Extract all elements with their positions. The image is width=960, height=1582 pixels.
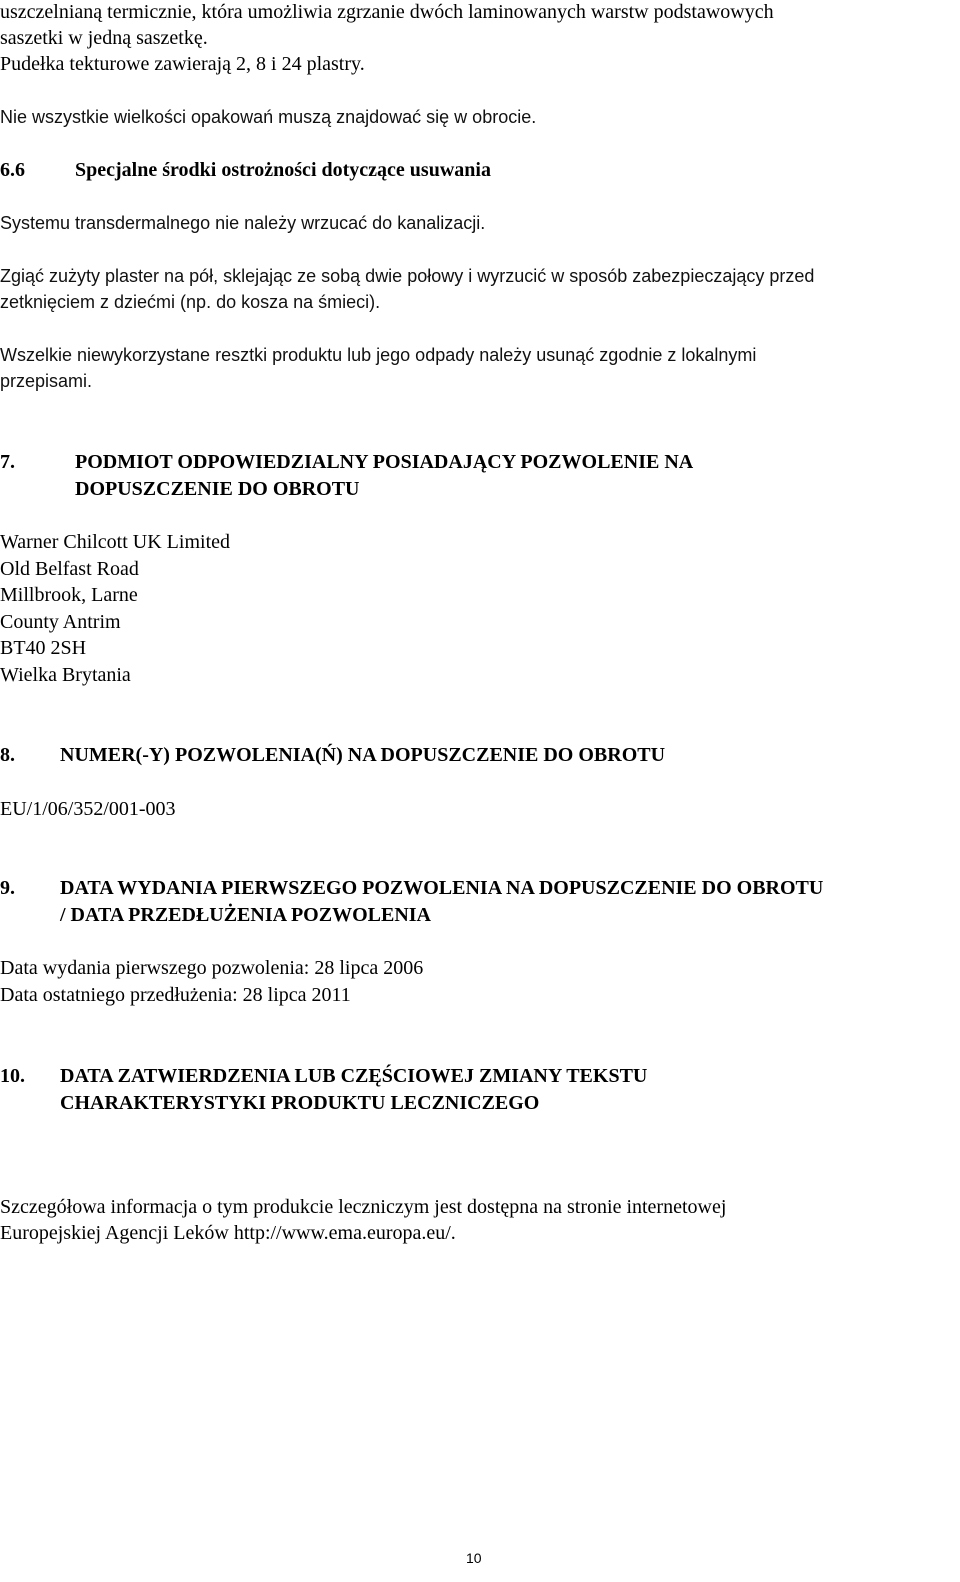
address-line: BT40 2SH: [0, 637, 87, 659]
section-6-6-para-2-line-1: Zgiąć zużyty plaster na pół, sklejając ze sobą dwie połowy i wyrzucić w sposób zabezpieczający przed: [0, 266, 815, 286]
address-line: Wielka Brytania: [0, 664, 131, 686]
last-renewal-date: Data ostatniego przedłużenia: 28 lipca 2011: [0, 984, 351, 1006]
authorisation-number: EU/1/06/352/001-003: [0, 798, 176, 820]
address-line: Old Belfast Road: [0, 558, 139, 580]
section-6-6-para-3-line-1: Wszelkie niewykorzystane resztki produktu lub jego odpady należy usunąć zgodnie z lokalnymi: [0, 345, 757, 365]
section-8-number: 8.: [0, 744, 15, 766]
first-authorisation-date: Data wydania pierwszego pozwolenia: 28 lipca 2006: [0, 957, 424, 979]
ema-info-line-2: Europejskiej Agencji Leków http://www.ema.europa.eu/.: [0, 1222, 456, 1244]
address-line: County Antrim: [0, 611, 121, 633]
intro-line-4: Nie wszystkie wielkości opakowań muszą znajdować się w obrocie.: [0, 107, 537, 127]
section-10-title-line-1: DATA ZATWIERDZENIA LUB CZĘŚCIOWEJ ZMIANY TEKSTU: [60, 1065, 648, 1087]
section-8-title: NUMER(-Y) POZWOLENIA(Ń) NA DOPUSZCZENIE DO OBROTU: [60, 744, 666, 766]
ema-info-line-1: Szczegółowa informacja o tym produkcie leczniczym jest dostępna na stronie internetowej: [0, 1196, 727, 1218]
section-6-6-number: 6.6: [0, 159, 25, 181]
intro-line-2: saszetki w jedną saszetkę.: [0, 27, 208, 49]
section-6-6-para-2-line-2: zetknięciem z dziećmi (np. do kosza na śmieci).: [0, 292, 381, 312]
section-7-number: 7.: [0, 451, 15, 473]
section-6-6-para-3-line-2: przepisami.: [0, 371, 93, 391]
section-9-title-line-1: DATA WYDANIA PIERWSZEGO POZWOLENIA NA DOPUSZCZENIE DO OBROTU: [60, 877, 824, 899]
section-9-title-line-2: / DATA PRZEDŁUŻENIA POZWOLENIA: [60, 904, 431, 926]
address-line: Warner Chilcott UK Limited: [0, 531, 230, 553]
section-6-6-para-1: Systemu transdermalnego nie należy wrzucać do kanalizacji.: [0, 213, 486, 233]
intro-line-1: uszczelnianą termicznie, która umożliwia zgrzanie dwóch laminowanych warstw podstawowych: [0, 1, 774, 23]
section-7-title-line-1: PODMIOT ODPOWIEDZIALNY POSIADAJĄCY POZWOLENIE NA: [75, 451, 694, 473]
section-7-title-line-2: DOPUSZCZENIE DO OBROTU: [75, 478, 360, 500]
section-10-number: 10.: [0, 1065, 25, 1087]
section-9-number: 9.: [0, 877, 15, 899]
section-6-6-title: Specjalne środki ostrożności dotyczące usuwania: [75, 159, 491, 181]
page-number: 10: [466, 1550, 482, 1566]
intro-line-3: Pudełka tekturowe zawierają 2, 8 i 24 plastry.: [0, 53, 365, 75]
section-10-title-line-2: CHARAKTERYSTYKI PRODUKTU LECZNICZEGO: [60, 1092, 540, 1114]
address-line: Millbrook, Larne: [0, 584, 138, 606]
